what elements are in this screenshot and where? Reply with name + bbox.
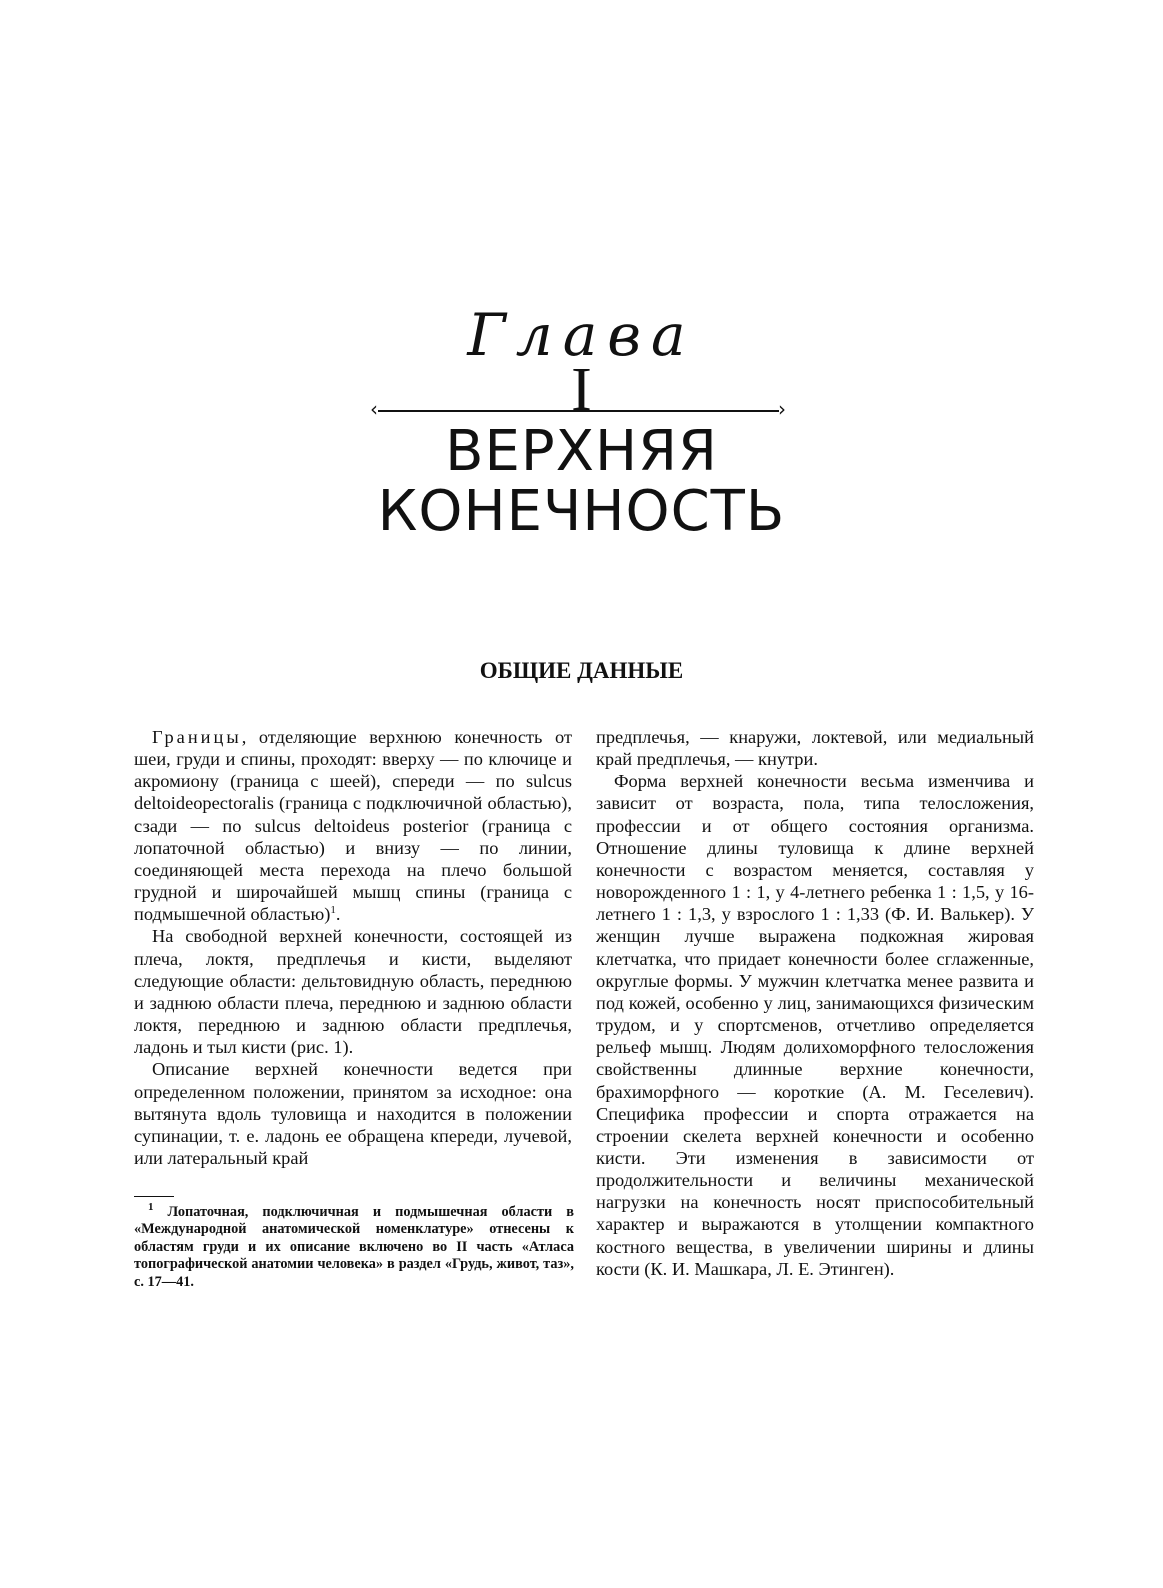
chapter-word: Глава <box>467 301 696 369</box>
paragraph-continuation: предплечья, — кнаружи, локтевой, или медиальный край предплечья, — кнутри. <box>596 727 1034 770</box>
paragraph-end: . <box>335 904 341 925</box>
paragraph-boundaries <box>134 726 572 925</box>
paragraph-lead-word: Границы <box>152 727 242 747</box>
footnote-reference: 1 <box>330 904 336 917</box>
chapter-number: I <box>571 356 592 424</box>
right-column <box>596 726 1034 1280</box>
chapter-rule <box>378 410 779 412</box>
chapter-title-line-1: ВЕРХНЯЯ <box>445 419 718 484</box>
left-column <box>134 726 572 1169</box>
chapter-title <box>0 419 1163 544</box>
footnote-marker: 1 <box>148 1201 154 1214</box>
rule-right-tick: › <box>778 397 786 421</box>
footnote-divider <box>134 1196 174 1197</box>
paragraph-shape: Форма верхней конечности весьма изменчива и зависит от возраста, пола, типа телосложения, профессии и от общего состояния организма. Отношение длины туловища к длине верхней конечности с возрастом меняется, составляя у новорожденного 1 : 1, у 4-летнего ребенка 1 : 1,5, у 16-летнего 1 : 1,3, у взрослого 1 : 1,33 (Ф. И. Валькер). У женщин лучше выражена подкожная жировая клетчатка, что придает конечности более сглаженные, округлые формы. У мужчин клетчатка менее развита и под кожей, особенно у лиц, занимающихся физическим трудом, и у спортсменов, отчетливо определяется рельеф мышц. Людям долихоморфного телосложения свойственны длинные верхние конечности, брахиморфного — короткие (А. М. Геселевич). Специфика профессии и спорта отражается на строении скелета верхней конечности и особенно кисти. Эти изменения в зависимости от продолжительности и величины механической нагрузки на конечность носят приспособительный характер и выражаются в утолщении компактного костного вещества, в увеличении ширины и длины кости (К. И. Машкара, Л. Е. Этинген). <box>596 771 1034 1279</box>
paragraph-regions: На свободной верхней конечности, состоящей из плеча, локтя, предплечья и кисти, выделяют следующие области: дельтовидную область, переднюю и заднюю области плеча, переднюю и заднюю области локтя, переднюю и заднюю области предплечья, ладонь и тыл кисти (рис. 1). <box>134 926 572 1058</box>
paragraph-position: Описание верхней конечности ведется при определенном положении, принятом за исходное: она вытянута вдоль туловища и находится в положении супинации, т. е. ладонь ее обращена кпереди, лучевой, или латеральный край <box>134 1059 572 1168</box>
footnote-text: Лопаточная, подключичная и подмышечная области в «Международной анатомической номенклатуре» отнесены к областям груди и их описание включено во II часть «Атласа топографической анатомии человека» в раздел «Грудь, живот, таз», с. 17—41. <box>134 1204 574 1290</box>
section-heading: ОБЩИЕ ДАННЫЕ <box>479 658 684 683</box>
footnote <box>134 1201 574 1291</box>
rule-left-tick: ‹ <box>370 397 378 421</box>
paragraph-text: , отделяющие верхнюю конечность от шеи, груди и спины, проходят: вверху — по ключице и акромиону (граница с шеей), спереди — по sulcus deltoideopectoralis (граница с подключичной областью), сзади — по sulcus deltoideus posterior (граница с лопаточной областью) и внизу — по линии, соединяющей места перехода на плечо большой грудной и широчайшей мышц спины (граница с подмышечной областью) <box>134 727 572 925</box>
chapter-title-line-2: КОНЕЧНОСТЬ <box>377 479 786 544</box>
